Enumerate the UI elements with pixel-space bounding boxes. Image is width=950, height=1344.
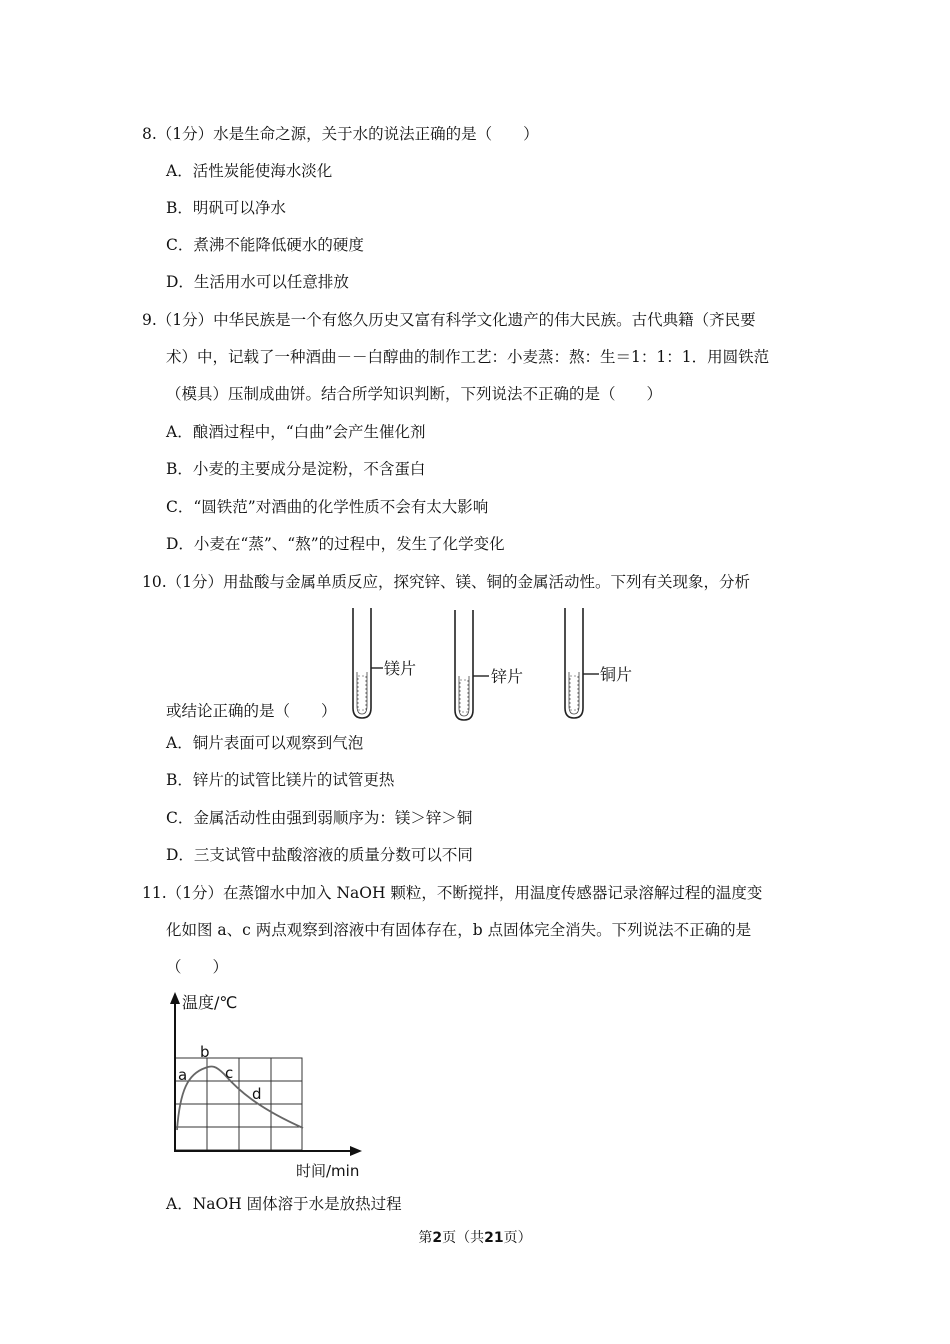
y-axis-arrow xyxy=(170,992,180,1004)
q11-stem-line-2: 化如图 a、c 两点观察到溶液中有固体存在，b 点固体完全消失。下列说法不正确的是 xyxy=(166,921,752,939)
q9-option-b: B．小麦的主要成分是淀粉，不含蛋白 xyxy=(166,460,426,478)
q9-stem-line-1: 9.（1分）中华民族是一个有悠久历史又富有科学文化遗产的伟大民族。古代典籍（齐民要 xyxy=(142,311,756,329)
q10-stem-cont: 或结论正确的是（ ） xyxy=(166,702,337,720)
temperature-curve xyxy=(177,1066,303,1130)
q10-option-b: B．锌片的试管比镁片的试管更热 xyxy=(166,771,395,789)
footer-prefix: 第 xyxy=(418,1230,433,1246)
q11-option-a: A．NaOH 固体溶于水是放热过程 xyxy=(166,1195,402,1213)
x-axis-label: 时间/min xyxy=(296,1162,360,1180)
q10-option-d: D．三支试管中盐酸溶液的质量分数可以不同 xyxy=(166,846,473,864)
q9-stem-line-3: （模具）压制成曲饼。结合所学知识判断，下列说法不正确的是（ ） xyxy=(166,385,663,403)
point-c-label: c xyxy=(225,1064,234,1082)
label-copper: 铜片 xyxy=(600,665,633,684)
test-tube-magnesium xyxy=(353,608,416,718)
test-tube-copper xyxy=(565,608,632,718)
q8-option-a: A．活性炭能使海水淡化 xyxy=(166,162,333,180)
q8-option-b: B．明矾可以净水 xyxy=(166,199,286,217)
footer-total-pages: 21 xyxy=(484,1230,504,1246)
q9-option-a: A．酿酒过程中，“白曲”会产生催化剂 xyxy=(166,423,426,441)
q9-option-c: C．“圆铁范”对酒曲的化学性质不会有太大影响 xyxy=(166,498,489,516)
label-zinc: 锌片 xyxy=(491,667,524,686)
footer-middle: 页（共 xyxy=(442,1230,485,1246)
test-tube-zinc xyxy=(455,610,523,720)
y-axis-label: 温度/℃ xyxy=(182,993,238,1012)
point-b-label: b xyxy=(200,1043,210,1061)
graph-grid xyxy=(175,1058,302,1150)
q10-option-a: A．铜片表面可以观察到气泡 xyxy=(166,734,364,752)
q11-stem-line-1: 11.（1分）在蒸馏水中加入 NaOH 颗粒，不断搅拌，用温度传感器记录溶解过程的温度变 xyxy=(142,884,763,902)
q10-stem: 10.（1分）用盐酸与金属单质反应，探究锌、镁、铜的金属活动性。下列有关现象，分析 xyxy=(142,573,751,591)
q9-stem-line-2: 术）中，记载了一种酒曲－－白醇曲的制作工艺：小麦蒸：熬：生＝1：1：1．用圆铁范 xyxy=(166,348,770,366)
q8-option-c: C．煮沸不能降低硬水的硬度 xyxy=(166,236,364,254)
footer-suffix: 页） xyxy=(503,1230,532,1246)
test-tubes-figure xyxy=(345,606,645,724)
q11-stem-line-3: （ ） xyxy=(166,958,229,976)
q9-option-d: D．小麦在“蒸”、“熬”的过程中，发生了化学变化 xyxy=(166,535,505,553)
label-magnesium: 镁片 xyxy=(384,659,417,678)
page-footer xyxy=(0,1227,950,1247)
q10-option-c: C．金属活动性由强到弱顺序为：镁＞锌＞铜 xyxy=(166,809,473,827)
x-axis-arrow xyxy=(350,1146,362,1156)
footer-page-number: 2 xyxy=(432,1230,443,1246)
point-d-label: d xyxy=(252,1085,262,1103)
q8-option-d: D．生活用水可以任意排放 xyxy=(166,273,349,291)
q8-stem: 8.（1分）水是生命之源，关于水的说法正确的是（ ） xyxy=(142,125,539,143)
point-a-label: a xyxy=(178,1066,188,1084)
temperature-graph xyxy=(158,990,373,1180)
